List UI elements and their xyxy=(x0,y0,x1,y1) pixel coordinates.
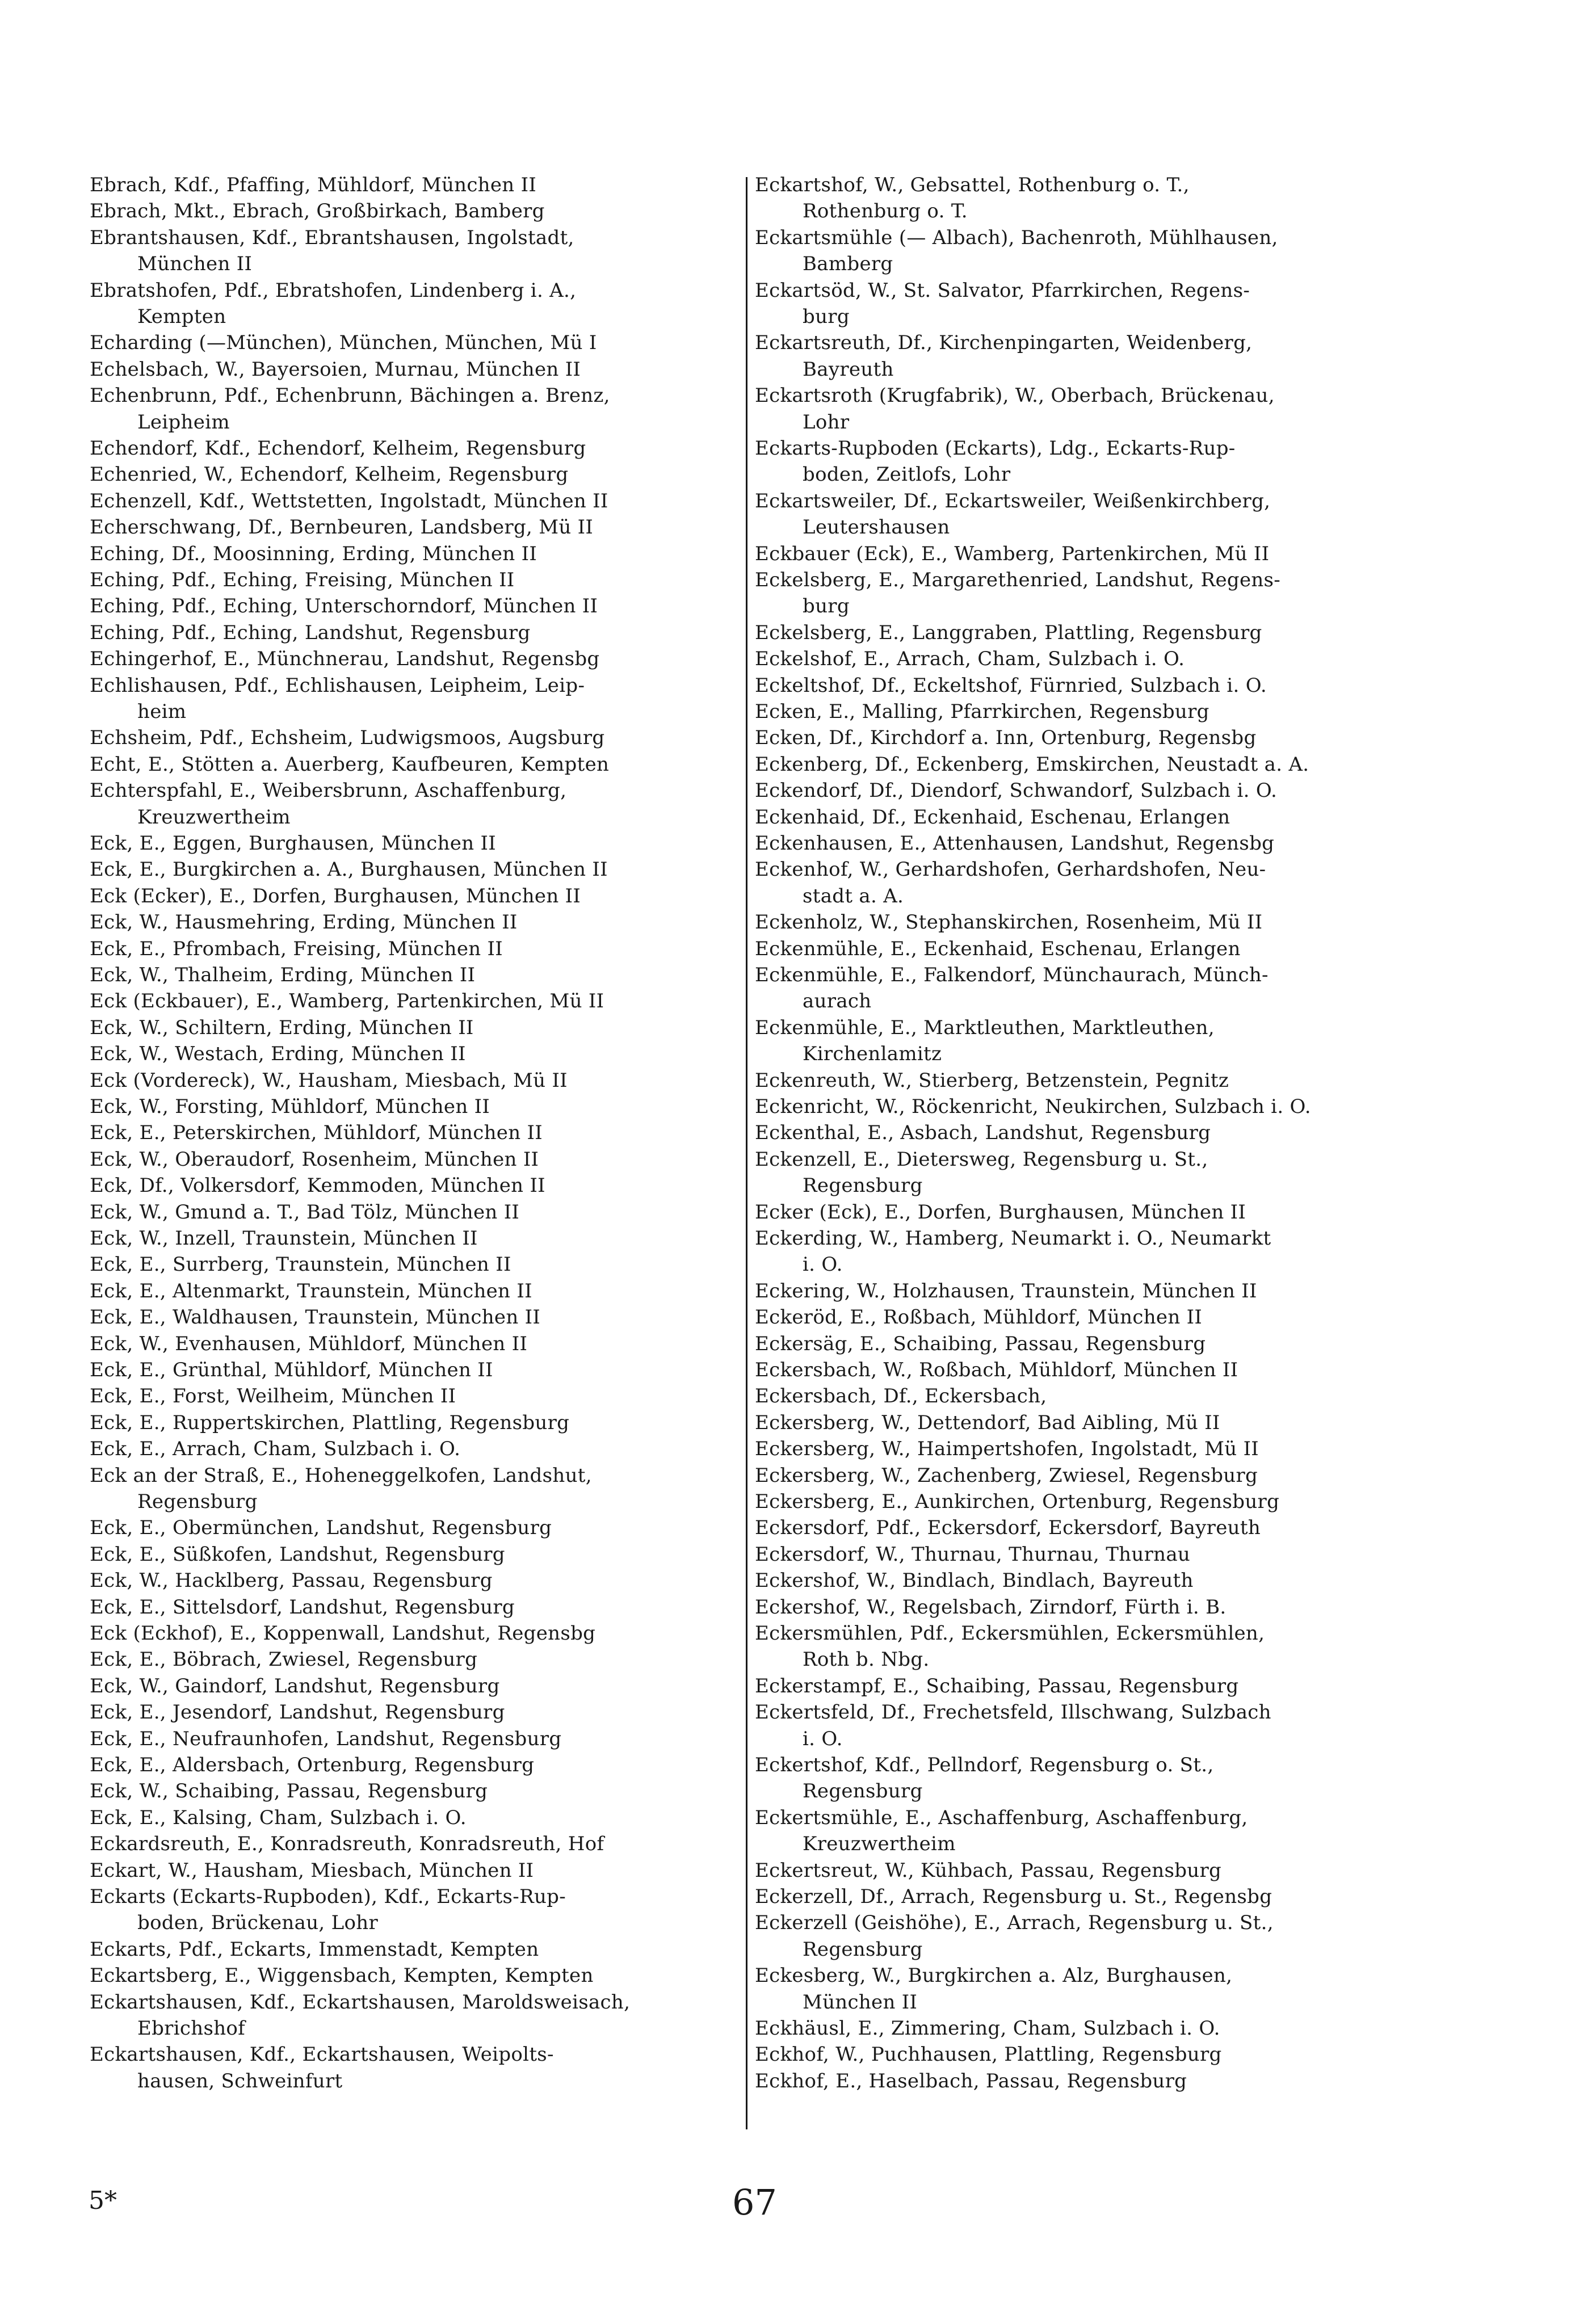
directory-entry-line: Rothenburg o. T. xyxy=(803,200,968,223)
directory-entry-line: Eck, W., Oberaudorf, Rosenheim, München II xyxy=(90,1148,539,1171)
directory-entry-line: München II xyxy=(803,1990,918,2014)
directory-entry-line: Eck, E., Pfrombach, Freising, München II xyxy=(90,937,503,960)
directory-entry-line: Eck (Ecker), E., Dorfen, Burghausen, München II xyxy=(90,884,581,907)
directory-entry-line: hausen, Schweinfurt xyxy=(137,2069,343,2092)
directory-entry-line: Eck, W., Forsting, Mühldorf, München II xyxy=(90,1095,490,1118)
directory-entry-line: Eckersberg, E., Aunkirchen, Ortenburg, Regensburg xyxy=(755,1490,1280,1513)
directory-entry-line: Eckeröd, E., Roßbach, Mühldorf, München II xyxy=(755,1306,1203,1329)
directory-entry-line: Eckartsberg, E., Wiggensbach, Kempten, Kempten xyxy=(90,1964,594,1988)
directory-entry-line: Eckerding, W., Hamberg, Neumarkt i. O., Neumarkt xyxy=(755,1227,1271,1250)
directory-entry-line: Eching, Pdf., Eching, Freising, München II xyxy=(90,569,515,591)
directory-entry-line: Regensburg xyxy=(137,1490,258,1513)
directory-entry-line: Eck, E., Waldhausen, Traunstein, München II xyxy=(90,1306,541,1329)
directory-entry-line: heim xyxy=(137,700,187,723)
directory-entry-line: Eckenricht, W., Röckenricht, Neukirchen, Sulzbach i. O. xyxy=(755,1095,1311,1118)
directory-entry-line: Eck, E., Altenmarkt, Traunstein, München II xyxy=(90,1279,532,1302)
directory-entry-line: Eck, E., Jesendorf, Landshut, Regensburg xyxy=(90,1701,505,1724)
directory-entry-line: Echendorf, Kdf., Echendorf, Kelheim, Regensburg xyxy=(90,437,586,460)
directory-entry-line: Eck, W., Inzell, Traunstein, München II xyxy=(90,1227,478,1250)
directory-entry-line: Eckertsmühle, E., Aschaffenburg, Aschaffenburg, xyxy=(755,1806,1248,1829)
directory-entry-line: Eckartsweiler, Df., Eckartsweiler, Weißenkirchberg, xyxy=(755,489,1271,512)
directory-entry-line: Eck (Vordereck), W., Hausham, Miesbach, Mü II xyxy=(90,1069,568,1092)
directory-entry-line: Leutershausen xyxy=(803,516,950,539)
directory-entry-line: Eck, W., Gmund a. T., Bad Tölz, München II xyxy=(90,1200,520,1224)
directory-entry-line: Eckenzell, E., Dietersweg, Regensburg u. St., xyxy=(755,1148,1208,1171)
directory-entry-line: Eckershof, W., Bindlach, Bindlach, Bayreuth xyxy=(755,1569,1194,1593)
right-column xyxy=(755,174,1436,2137)
directory-entry-line: Eck (Eckbauer), E., Wamberg, Partenkirchen, Mü II xyxy=(90,990,604,1013)
directory-entry-line: Eck, E., Surrberg, Traunstein, München II xyxy=(90,1253,511,1276)
directory-entry-line: Eching, Pdf., Eching, Unterschorndorf, München II xyxy=(90,595,598,618)
directory-entry-line: Eckartshausen, Kdf., Eckartshausen, Maroldsweisach, xyxy=(90,1990,631,2014)
directory-entry-line: Eckersdorf, Pdf., Eckersdorf, Eckersdorf, Bayreuth xyxy=(755,1516,1261,1540)
directory-entry-line: Eckenreuth, W., Stierberg, Betzenstein, Pegnitz xyxy=(755,1069,1229,1092)
directory-entry-line: Echenbrunn, Pdf., Echenbrunn, Bächingen a. Brenz, xyxy=(90,384,610,407)
directory-entry-line: Eckertshof, Kdf., Pellndorf, Regensburg o. St., xyxy=(755,1754,1214,1776)
directory-entry-line: Eckartshausen, Kdf., Eckartshausen, Weipolts- xyxy=(90,2043,554,2066)
directory-entry-line: Eckenmühle, E., Marktleuthen, Marktleuthen, xyxy=(755,1016,1215,1039)
directory-entry-line: Kreuzwertheim xyxy=(803,1833,956,1856)
directory-entry-line: Eckarts (Eckarts-Rupboden), Kdf., Eckarts-Rup- xyxy=(90,1885,566,1908)
directory-entry-line: Eck, E., Aldersbach, Ortenburg, Regensburg xyxy=(90,1754,535,1776)
directory-entry-line: Leipheim xyxy=(137,410,230,434)
signature-mark: 5* xyxy=(89,2186,117,2215)
directory-entry-line: Eckelshof, E., Arrach, Cham, Sulzbach i. O. xyxy=(755,648,1185,671)
directory-entry-line: Eck, W., Thalheim, Erding, München II xyxy=(90,964,476,986)
directory-entry-line: Eckersdorf, W., Thurnau, Thurnau, Thurnau xyxy=(755,1543,1191,1566)
directory-entry-line: Eckeltshof, Df., Eckeltshof, Fürnried, Sulzbach i. O. xyxy=(755,674,1267,697)
directory-entry-line: Eckersberg, W., Haimpertshofen, Ingolstadt, Mü II xyxy=(755,1438,1259,1461)
directory-entry-line: Eck, E., Eggen, Burghausen, München II xyxy=(90,832,496,855)
directory-entry-line: Eckardsreuth, E., Konradsreuth, Konradsreuth, Hof xyxy=(90,1833,604,1856)
directory-entry-line: Roth b. Nbg. xyxy=(803,1648,930,1671)
directory-entry-line: Eck an der Straß, E., Hoheneggelkofen, Landshut, xyxy=(90,1464,592,1487)
directory-entry-line: Eck, E., Burgkirchen a. A., Burghausen, München II xyxy=(90,858,608,881)
directory-entry-line: Echarding (—München), München, München, Mü I xyxy=(90,331,597,355)
directory-entry-line: Eckersberg, W., Zachenberg, Zwiesel, Regensburg xyxy=(755,1464,1258,1487)
directory-entry-line: Eckenholz, W., Stephanskirchen, Rosenheim, Mü II xyxy=(755,911,1263,934)
left-column xyxy=(90,174,742,2137)
directory-entry-line: Eck, E., Obermünchen, Landshut, Regensburg xyxy=(90,1516,552,1540)
directory-entry-line: burg xyxy=(803,305,850,328)
directory-entry-line: Echlishausen, Pdf., Echlishausen, Leipheim, Leip- xyxy=(90,674,585,697)
directory-entry-line: boden, Zeitlofs, Lohr xyxy=(803,463,1011,486)
directory-entry-line: Bayreuth xyxy=(803,358,894,381)
directory-entry-line: Ebrichshof xyxy=(137,2017,246,2040)
directory-entry-line: Ebrach, Kdf., Pfaffing, Mühldorf, München II xyxy=(90,174,537,196)
directory-entry-line: Eck, W., Evenhausen, Mühldorf, München II xyxy=(90,1332,528,1355)
directory-entry-line: Eckartshof, W., Gebsattel, Rothenburg o. T., xyxy=(755,174,1190,196)
directory-entry-line: Eck, E., Sittelsdorf, Landshut, Regensburg xyxy=(90,1595,515,1619)
directory-entry-line: Eckering, W., Holzhausen, Traunstein, München II xyxy=(755,1279,1257,1302)
directory-entry-line: Eck, E., Süßkofen, Landshut, Regensburg xyxy=(90,1543,505,1566)
directory-entry-line: Eck, E., Böbrach, Zwiesel, Regensburg xyxy=(90,1648,478,1671)
directory-entry-line: Eck, E., Ruppertskirchen, Plattling, Regensburg xyxy=(90,1411,570,1434)
directory-entry-line: Eching, Pdf., Eching, Landshut, Regensburg xyxy=(90,621,531,644)
directory-entry-line: Eckenhausen, E., Attenhausen, Landshut, Regensbg xyxy=(755,832,1275,855)
directory-entry-line: Echenried, W., Echendorf, Kelheim, Regensburg xyxy=(90,463,569,486)
directory-entry-line: Eckersmühlen, Pdf., Eckersmühlen, Eckersmühlen, xyxy=(755,1622,1265,1645)
directory-entry-line: Eckenhof, W., Gerhardshofen, Gerhardshofen, Neu- xyxy=(755,858,1266,881)
directory-entry-line: Eck (Eckhof), E., Koppenwall, Landshut, Regensbg xyxy=(90,1622,596,1645)
directory-entry-line: aurach xyxy=(803,990,872,1013)
directory-entry-line: Echterspfahl, E., Weibersbrunn, Aschaffenburg, xyxy=(90,779,567,802)
directory-entry-line: Eck, W., Schiltern, Erding, München II xyxy=(90,1016,474,1039)
directory-entry-line: Eckhof, W., Puchhausen, Plattling, Regensburg xyxy=(755,2043,1222,2066)
directory-entry-line: stadt a. A. xyxy=(803,884,904,907)
directory-entry-line: i. O. xyxy=(803,1253,843,1276)
directory-entry-line: Regensburg xyxy=(803,1938,923,1961)
directory-entry-line: Kirchenlamitz xyxy=(803,1043,942,1066)
directory-entry-line: boden, Brückenau, Lohr xyxy=(137,1911,379,1935)
directory-entry-line: Eckershof, W., Regelsbach, Zirndorf, Fürth i. B. xyxy=(755,1595,1227,1619)
directory-entry-line: Eck, E., Forst, Weilheim, München II xyxy=(90,1385,456,1408)
directory-entry-line: Ebrantshausen, Kdf., Ebrantshausen, Ingolstadt, xyxy=(90,226,574,249)
directory-entry-line: Eckhäusl, E., Zimmering, Cham, Sulzbach i. O. xyxy=(755,2017,1220,2040)
directory-entry-line: Eck, E., Kalsing, Cham, Sulzbach i. O. xyxy=(90,1806,467,1829)
directory-entry-line: Lohr xyxy=(803,410,850,434)
directory-entry-line: Eckendorf, Df., Diendorf, Schwandorf, Sulzbach i. O. xyxy=(755,779,1278,802)
directory-entry-line: i. O. xyxy=(803,1727,843,1750)
directory-entry-line: Eckersäg, E., Schaibing, Passau, Regensburg xyxy=(755,1332,1206,1355)
directory-entry-line: Eckarts, Pdf., Eckarts, Immenstadt, Kempten xyxy=(90,1938,539,1961)
directory-entry-line: Eckerstampf, E., Schaibing, Passau, Regensburg xyxy=(755,1674,1239,1697)
directory-entry-line: München II xyxy=(137,253,253,276)
directory-entry-line: Kreuzwertheim xyxy=(137,805,291,829)
directory-entry-line: Eckartsöd, W., St. Salvator, Pfarrkirchen, Regens- xyxy=(755,279,1250,302)
column-divider xyxy=(746,177,747,2129)
directory-entry-line: Eckertsfeld, Df., Frechetsfeld, Illschwang, Sulzbach xyxy=(755,1701,1271,1724)
directory-entry-line: Eck, W., Gaindorf, Landshut, Regensburg xyxy=(90,1674,500,1697)
directory-entry-line: Regensburg xyxy=(803,1174,923,1197)
directory-entry-line: Eckhof, E., Haselbach, Passau, Regensburg xyxy=(755,2069,1187,2092)
directory-entry-line: Echingerhof, E., Münchnerau, Landshut, Regensbg xyxy=(90,648,600,671)
directory-entry-line: Eckersbach, Df., Eckersbach, xyxy=(755,1385,1047,1408)
directory-entry-line: Eckartsreuth, Df., Kirchenpingarten, Weidenberg, xyxy=(755,331,1253,355)
directory-entry-line: Regensburg xyxy=(803,1780,923,1803)
directory-entry-line: Eckenmühle, E., Falkendorf, Münchaurach, Münch- xyxy=(755,964,1269,986)
directory-entry-line: Eckarts-Rupboden (Eckarts), Ldg., Eckarts-Rup- xyxy=(755,437,1236,460)
directory-entry-line: Eckartsroth (Krugfabrik), W., Oberbach, Brückenau, xyxy=(755,384,1275,407)
page-number: 67 xyxy=(732,2182,777,2223)
directory-entry-line: Eck, E., Grünthal, Mühldorf, München II xyxy=(90,1359,493,1381)
directory-entry-line: Eckelsberg, E., Margarethenried, Landshut, Regens- xyxy=(755,569,1281,591)
directory-entry-line: Eckenmühle, E., Eckenhaid, Eschenau, Erlangen xyxy=(755,937,1241,960)
directory-entry-line: burg xyxy=(803,595,850,618)
directory-entry-line: Eckerzell, Df., Arrach, Regensburg u. St., Regensbg xyxy=(755,1885,1272,1908)
directory-entry-line: Eck, E., Peterskirchen, Mühldorf, München II xyxy=(90,1121,543,1145)
directory-entry-line: Eckenhaid, Df., Eckenhaid, Eschenau, Erlangen xyxy=(755,805,1230,829)
directory-entry-line: Eckersberg, W., Dettendorf, Bad Aibling, Mü II xyxy=(755,1411,1220,1434)
directory-entry-line: Eckart, W., Hausham, Miesbach, München II xyxy=(90,1859,534,1882)
directory-entry-line: Eckertsreut, W., Kühbach, Passau, Regensburg xyxy=(755,1859,1222,1882)
directory-entry-line: Echsheim, Pdf., Echsheim, Ludwigsmoos, Augsburg xyxy=(90,726,605,750)
directory-entry-line: Echelsbach, W., Bayersoien, Murnau, München II xyxy=(90,358,581,381)
directory-entry-line: Eck, E., Arrach, Cham, Sulzbach i. O. xyxy=(90,1438,461,1461)
directory-entry-line: Eching, Df., Moosinning, Erding, München II xyxy=(90,542,537,565)
directory-entry-line: Ebrach, Mkt., Ebrach, Großbirkach, Bamberg xyxy=(90,200,545,223)
directory-entry-line: Eckelsberg, E., Langgraben, Plattling, Regensburg xyxy=(755,621,1262,644)
directory-entry-line: Bamberg xyxy=(803,253,893,276)
directory-entry-line: Eck, Df., Volkersdorf, Kemmoden, München II xyxy=(90,1174,545,1197)
directory-entry-line: Eck, W., Westach, Erding, München II xyxy=(90,1043,466,1066)
directory-entry-line: Eck, W., Hausmehring, Erding, München II xyxy=(90,911,518,934)
directory-entry-line: Eckenberg, Df., Eckenberg, Emskirchen, Neustadt a. A. xyxy=(755,753,1309,776)
directory-entry-line: Ebratshofen, Pdf., Ebratshofen, Lindenberg i. A., xyxy=(90,279,577,302)
directory-entry-line: Ecken, Df., Kirchdorf a. Inn, Ortenburg, Regensbg xyxy=(755,726,1257,750)
directory-entry-line: Echt, E., Stötten a. Auerberg, Kaufbeuren, Kempten xyxy=(90,753,610,776)
directory-entry-line: Eckerzell (Geishöhe), E., Arrach, Regensburg u. St., xyxy=(755,1911,1274,1935)
directory-entry-line: Eckartsmühle (— Albach), Bachenroth, Mühlhausen, xyxy=(755,226,1278,249)
directory-entry-line: Eckbauer (Eck), E., Wamberg, Partenkirchen, Mü II xyxy=(755,542,1270,565)
directory-entry-line: Kempten xyxy=(137,305,226,328)
directory-entry-line: Eck, W., Hacklberg, Passau, Regensburg xyxy=(90,1569,493,1593)
directory-entry-line: Eck, E., Neufraunhofen, Landshut, Regensburg xyxy=(90,1727,562,1750)
directory-entry-line: Eckenthal, E., Asbach, Landshut, Regensburg xyxy=(755,1121,1211,1145)
directory-entry-line: Ecker (Eck), E., Dorfen, Burghausen, München II xyxy=(755,1200,1246,1224)
directory-entry-line: Eckersbach, W., Roßbach, Mühldorf, München II xyxy=(755,1359,1238,1381)
directory-entry-line: Echenzell, Kdf., Wettstetten, Ingolstadt, München II xyxy=(90,489,608,512)
directory-entry-line: Ecken, E., Malling, Pfarrkirchen, Regensburg xyxy=(755,700,1209,723)
directory-entry-line: Eck, W., Schaibing, Passau, Regensburg xyxy=(90,1780,488,1803)
directory-entry-line: Echerschwang, Df., Bernbeuren, Landsberg, Mü II xyxy=(90,516,594,539)
directory-entry-line: Eckesberg, W., Burgkirchen a. Alz, Burghausen, xyxy=(755,1964,1233,1988)
